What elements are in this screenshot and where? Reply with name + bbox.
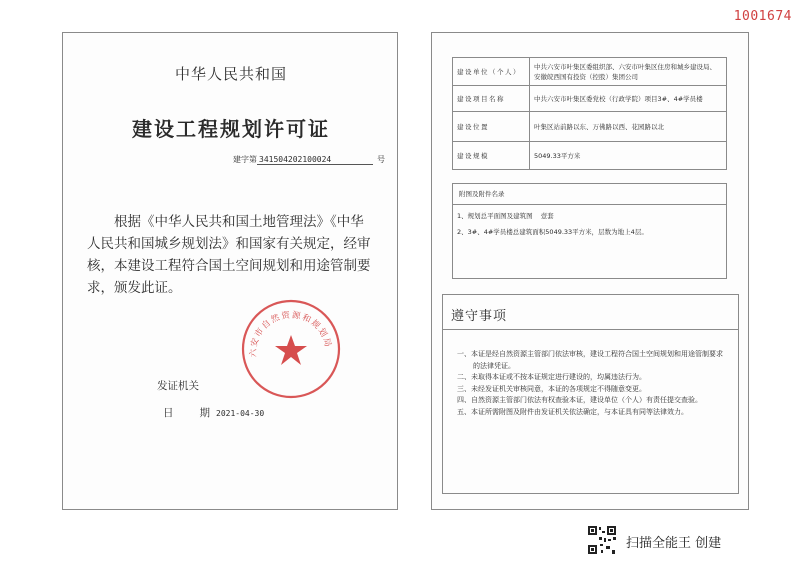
serial-number: 1001674 <box>733 9 792 24</box>
certificate-body: 根据《中华人民共和国土地管理法》《中华人民共和国城乡规划法》和国家有关规定，经审核，本建设工程符合国土空间规划和用途管制要求，颁发此证。 <box>87 214 371 296</box>
attachment-item <box>457 211 554 220</box>
list-item: 四、自然资源主管部门依法有权查验本证，建设单位（个人）有责任提交查验。 <box>457 396 702 404</box>
list-item: 五、本证所需附图及附件由发证机关依法确定，与本证具有同等法律效力。 <box>457 407 688 416</box>
seal-star-icon <box>275 335 307 365</box>
row-value: 中共六安市叶集区委组织部、六安市叶集区住房和城乡建设局、安徽皖西国有投资（控股）集团公司 <box>530 58 727 86</box>
attachment-text: 1、规划总平面图及建筑图 <box>457 212 533 220</box>
attachments-title: 附图及附件名录 <box>459 190 505 198</box>
qr-code-icon <box>587 525 617 555</box>
license-number <box>233 154 385 165</box>
certificate-details <box>431 32 749 510</box>
issue-date <box>163 405 264 420</box>
attachments-section <box>452 183 727 279</box>
nation-name: 中华人民共和国 <box>174 65 287 83</box>
row-label: 建设项目名称 <box>453 86 530 112</box>
license-title: 建设工程规划许可证 <box>132 117 330 141</box>
row-label: 建设位置 <box>453 112 530 142</box>
date-label-1: 日 <box>163 407 174 419</box>
notes-section <box>442 294 739 494</box>
attachment-stamp: 壹套 <box>540 212 554 220</box>
date-value: 2021-04-30 <box>216 409 265 418</box>
divider <box>443 329 738 330</box>
certificate-face <box>62 32 398 510</box>
table-row <box>453 86 727 112</box>
row-value: 5049.33平方米 <box>530 142 727 170</box>
row-label: 建设规模 <box>453 142 530 170</box>
table-row <box>453 112 727 142</box>
table-row <box>453 142 727 170</box>
list-item: 二、未取得本证或不按本证规定进行建设的，均属违法行为。 <box>457 373 646 381</box>
date-label-2: 期 <box>199 407 210 419</box>
row-label: 建设单位（个人） <box>453 58 530 86</box>
official-seal <box>237 295 345 403</box>
list-item: 一、本证是经自然资源主管部门依法审核，建设工程符合国土空间规划和用途管制要求的法律凭证。 <box>457 350 723 370</box>
table-row <box>453 58 727 86</box>
notes-title: 遵守事项 <box>451 309 508 324</box>
scanner-brand: 扫描全能王 创建 <box>626 536 722 551</box>
attachment-item: 2、3#、4#学员楼总建筑面积5049.33平方米，层数为地上4层。 <box>457 228 648 236</box>
license-number-value: 341504202100024 <box>257 155 373 165</box>
seal-text: 六安市自然资源和规划局 <box>248 310 333 358</box>
notes-list <box>457 349 729 418</box>
license-number-suffix: 号 <box>377 155 385 164</box>
issuer-label: 发证机关 <box>157 380 199 392</box>
details-table <box>452 57 727 170</box>
list-item: 三、未经发证机关审核同意，本证的各项规定不得随意变更。 <box>457 384 646 393</box>
row-value: 叶集区站前路以东、万佛路以西、花园路以北 <box>530 112 727 142</box>
row-value: 中共六安市叶集区委党校（行政学院）项目3#、4#学员楼 <box>530 86 727 112</box>
divider <box>453 204 726 205</box>
license-number-prefix: 建字第 <box>233 155 257 164</box>
